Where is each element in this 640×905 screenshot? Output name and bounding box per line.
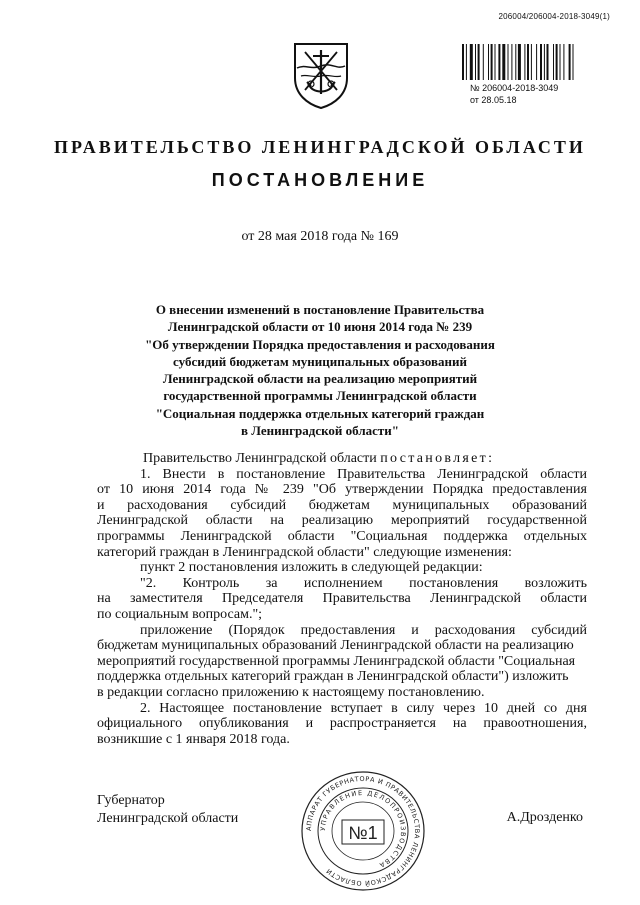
stamp-inner-text: УПРАВЛЕНИЕ ДЕЛОПРОИЗВОДСТВА [318, 788, 408, 870]
barcode-bar [462, 44, 464, 80]
barcode-bar [573, 44, 574, 80]
barcode-bar [491, 44, 493, 80]
barcode-bar [560, 44, 561, 80]
item1-line: программы Ленинградской области "Социальная поддержка отдельных [97, 528, 587, 544]
barcode-bar [511, 44, 512, 80]
subject-line: "Социальная поддержка отдельных категорий граждан [155, 405, 485, 421]
barcode-bar [556, 44, 558, 80]
item1-line: и расходования субсидий бюджетам муниципальных образований [97, 497, 587, 513]
barcode-bar [531, 44, 532, 80]
annex-line: поддержка отдельных категорий граждан в Ленинградской области") изложить [97, 669, 569, 685]
item2-line: возникшие с 1 января 2018 года. [97, 731, 290, 747]
subject-line: Ленинградской области на реализацию мероприятий [162, 371, 478, 387]
document-date-number: от 28 мая 2018 года № 169 [241, 229, 399, 244]
barcode-bar [478, 44, 480, 80]
point2-line: "2. Контроль за исполнением постановления возложить [140, 575, 587, 591]
barcode-bar [569, 44, 571, 80]
item1-line: категорий граждан в Ленинградской области" следующие изменения: [97, 544, 512, 560]
item1-line: Ленинградской области на реализацию мероприятий государственной [97, 513, 587, 529]
barcode-bar [470, 44, 473, 80]
subject-line: субсидий бюджетам муниципальных образований [173, 353, 467, 369]
barcode-bar [508, 44, 509, 80]
barcode-bar [495, 44, 496, 80]
preamble-text: Правительство Ленинградской области [143, 451, 377, 466]
barcode-bar [488, 44, 489, 80]
barcode-bar [563, 44, 564, 80]
subject-line: "Об утверждении Порядка предоставления и расходования [145, 336, 495, 352]
signer-title-line1: Губернатор [97, 793, 165, 808]
preamble [97, 451, 587, 467]
annex-line: в редакции согласно приложению к настоящему постановлению. [97, 684, 485, 700]
barcode-bar [466, 44, 467, 80]
barcode-bar [547, 44, 549, 80]
subject-line: государственной программы Ленинградской области [163, 388, 477, 404]
barcode-bar [483, 44, 484, 80]
signer-title [97, 792, 238, 828]
document-subject [130, 301, 510, 439]
barcode-bar [544, 44, 545, 80]
stamp-ring-text: АППАРАТ ГУБЕРНАТОРА И ПРАВИТЕЛЬСТВА ЛЕНИНГРАДСКОЙ ОБЛАСТИ [304, 774, 422, 888]
item2-line: официального опубликования и распространяется на правоотношения, [97, 716, 587, 732]
annex-line: мероприятий государственной программы Ленинградской области "Социальная [97, 653, 576, 669]
point2-line: по социальным вопросам."; [97, 606, 263, 622]
annex-line: бюджетам муниципальных образований Ленинградской области на реализацию [97, 638, 574, 654]
office-stamp [300, 770, 426, 892]
barcode-bar [536, 44, 537, 80]
item2-line: 2. Настоящее постановление вступает в силу через 10 дней со дня [140, 700, 587, 716]
registration-code: 206004/206004-2018-3049(1) [498, 12, 610, 21]
document-type: ПОСТАНОВЛЕНИЕ [211, 170, 429, 190]
barcode-bar [524, 44, 525, 80]
signer-title-line2: Ленинградской области [97, 811, 239, 826]
point2-line: на заместителя Председателя Правительства Ленинградской области [97, 591, 587, 607]
barcode-bar [475, 44, 476, 80]
barcode-bar [540, 44, 542, 80]
point2-intro: пункт 2 постановления изложить в следующей редакции: [140, 560, 483, 576]
preamble-verb: постановляет: [380, 451, 495, 466]
barcode-bar [515, 44, 516, 80]
government-title: ПРАВИТЕЛЬСТВО ЛЕНИНГРАДСКОЙ ОБЛАСТИ [54, 137, 586, 157]
coat-of-arms-icon [291, 40, 351, 110]
barcode [462, 44, 610, 80]
item1-line: 1. Внести в постановление Правительства Ленинградской области [140, 466, 587, 482]
signer-name: А.Дрозденко [506, 810, 583, 825]
registration-date: от 28.05.18 [470, 95, 517, 105]
annex-line: приложение (Порядок предоставления и расходования субсидий [140, 622, 587, 638]
subject-line: О внесении изменений в постановление Правительства [155, 302, 485, 317]
registration-number: № 206004-2018-3049 [470, 83, 559, 93]
barcode-bar [518, 44, 521, 80]
barcode-bar [527, 44, 529, 80]
stamp-number: №1 [348, 823, 378, 843]
barcode-bar [498, 44, 500, 80]
subject-line: в Ленинградской области" [241, 423, 399, 439]
barcode-bar [553, 44, 554, 80]
document-body [97, 451, 587, 747]
subject-line: Ленинградской области от 10 июня 2014 года № 239 [167, 319, 473, 335]
item1-line: от 10 июня 2014 года № 239 "Об утверждении Порядка предоставления [97, 482, 587, 498]
barcode-bar [502, 44, 505, 80]
